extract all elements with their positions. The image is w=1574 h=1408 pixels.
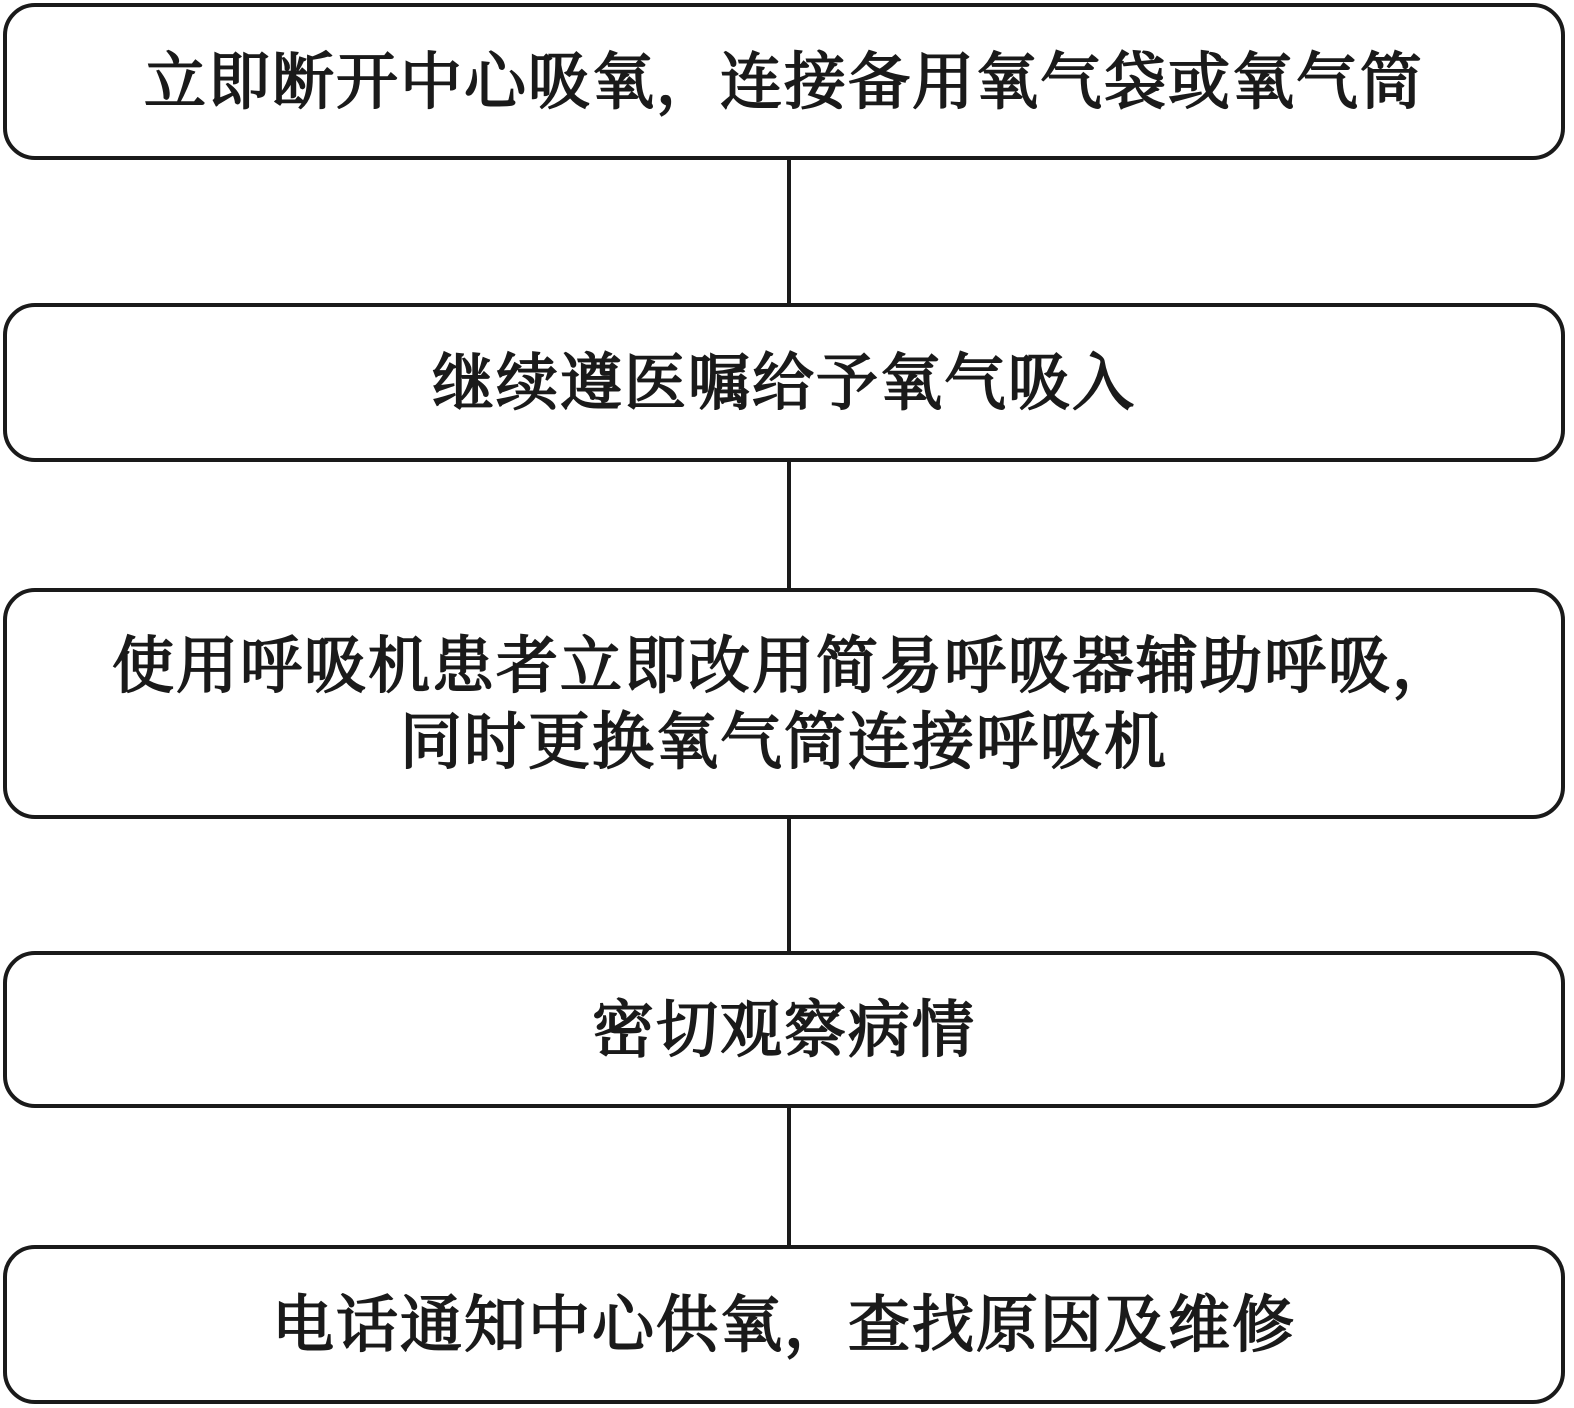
- flow-step-box: [3, 303, 1565, 462]
- flow-step-box: [3, 3, 1565, 160]
- flow-step-box: [3, 1245, 1565, 1404]
- connector-line: [787, 1108, 791, 1245]
- connector-line: [787, 462, 791, 588]
- flow-step-text: 立即断开中心吸氧，连接备用氧气袋或氧气筒: [143, 44, 1424, 118]
- flow-step-text: 使用呼吸机患者立即改用简易呼吸器辅助呼吸， 同时更换氧气筒连接呼吸机: [111, 628, 1456, 778]
- connector-line: [787, 160, 791, 303]
- flow-step-text: 密切观察病情: [591, 992, 976, 1066]
- connector-line: [787, 819, 791, 951]
- flow-step-text: 电话通知中心供氧，查找原因及维修: [271, 1287, 1296, 1361]
- flow-step-box: [3, 588, 1565, 819]
- flow-step-box: [3, 951, 1565, 1108]
- flow-step-text: 继续遵医嘱给予氧气吸入: [431, 345, 1136, 419]
